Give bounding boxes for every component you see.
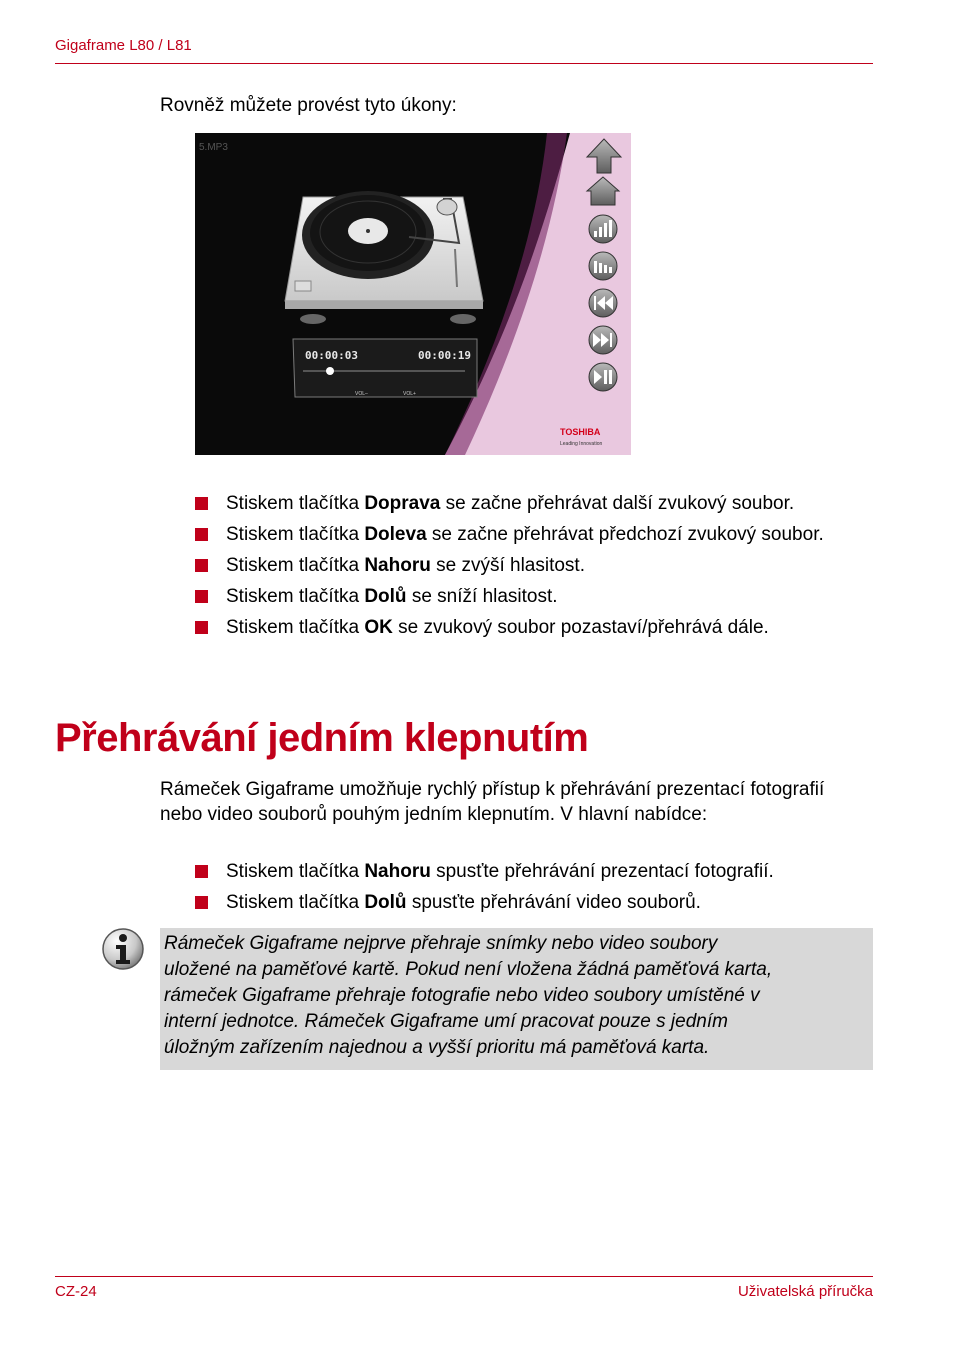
bullet-square [195,896,208,909]
note-line: uložené na paměťové kartě. Pokud není vložena žádná paměťová karta, [164,959,773,980]
play-pause-icon[interactable] [589,363,617,391]
list-item: Stiskem tlačítka Nahoru spusťte přehrávání prezentací fotografií. [195,859,885,884]
turntable [285,191,483,324]
vol-plus-label: VOL+ [403,391,416,397]
bullet-square [195,528,208,541]
bullet-square [195,497,208,510]
brand-logo: TOSHIBA [560,427,601,437]
progress-knob [326,367,334,375]
bullet-square [195,590,208,603]
running-header-title: Gigaframe L80 / L81 [55,37,192,54]
brand-tagline: Leading Innovation [560,441,603,447]
volume-down-icon[interactable] [589,252,617,280]
one-touch-list [195,859,885,921]
volume-up-icon[interactable] [589,215,617,243]
section-paragraph: Rámeček Gigaframe umožňuje rychlý přístup k přehrávání prezentací fotografií nebo video souborů pouhým jedním klepnutím. V hlavní nabídce: [160,779,825,825]
bullet-square [195,559,208,572]
footer-rule [55,1276,873,1277]
info-icon [101,927,145,971]
list-item: Stiskem tlačítka Doprava se začne přehrávat další zvukový soubor. [195,491,885,516]
intro-text: Rovněž můžete provést tyto úkony: [160,95,457,116]
list-item: Stiskem tlačítka Doleva se začne přehrávat předchozí zvukový soubor. [195,522,885,547]
bullet-square [195,621,208,634]
previous-icon[interactable] [589,289,617,317]
bullet-square [195,865,208,878]
note-line: úložným zařízením najednou a vyšší prioritu má paměťová karta. [164,1037,710,1058]
note-line: Rámeček Gigaframe nejprve přehraje snímky nebo video soubory [164,933,718,954]
total-time: 00:00:19 [418,349,471,362]
note-box [160,928,873,1070]
note-line: interní jednotce. Rámeček Gigaframe umí pracovat pouze s jedním [164,1011,728,1032]
list-item: Stiskem tlačítka Nahoru se zvýší hlasitost. [195,553,885,578]
player-screenshot [195,133,631,455]
playback-panel [293,339,477,397]
list-item: Stiskem tlačítka Dolů spusťte přehrávání video souborů. [195,890,885,915]
elapsed-time: 00:00:03 [305,349,358,362]
list-item: Stiskem tlačítka OK se zvukový soubor pozastaví/přehrává dále. [195,615,885,640]
list-item: Stiskem tlačítka Dolů se sníží hlasitost. [195,584,885,609]
section-heading: Přehrávání jedním klepnutím [55,716,589,760]
vol-minus-label: VOL– [355,391,368,397]
header-rule [55,63,873,64]
controls-list [195,491,885,646]
footer-title: Uživatelská příručka [737,1283,873,1300]
file-label: 5.MP3 [199,142,228,153]
note-line: rámeček Gigaframe přehraje fotografie nebo video soubory umístěné v [164,985,760,1006]
page-number: CZ-24 [55,1283,97,1300]
next-icon[interactable] [589,326,617,354]
